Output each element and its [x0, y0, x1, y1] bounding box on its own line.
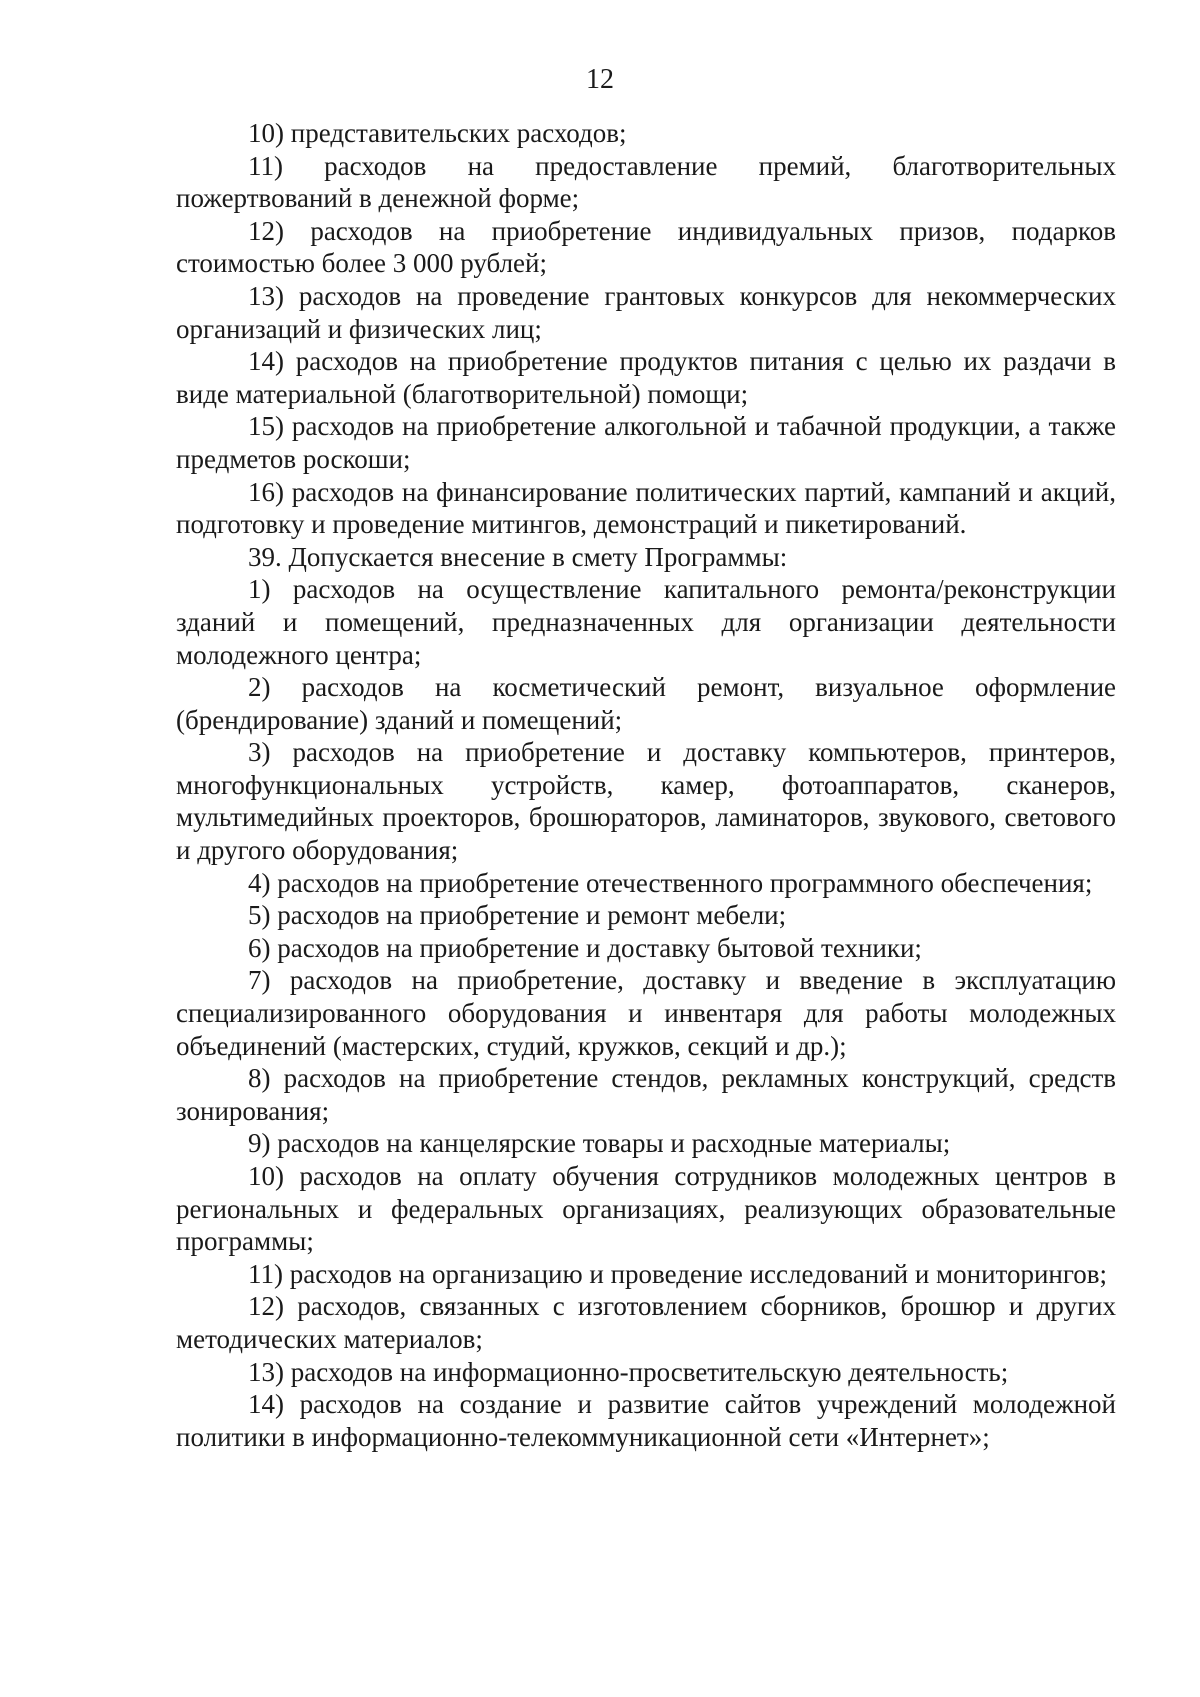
list-item: 1) расходов на осуществление капитального ремонта/реконструкции зданий и помещений, предназначенных для организации деятельности молодежного центра;: [176, 574, 1116, 670]
list-item: 11) расходов на предоставление премий, благотворительных пожертвований в денежной форме;: [176, 150, 1116, 214]
list-item: 14) расходов на приобретение продуктов питания с целью их раздачи в виде материальной (благотворительной) помощи;: [176, 346, 1116, 409]
document-body: [176, 117, 1116, 1453]
section-heading: 39. Допускается внесение в смету Программы:: [248, 541, 788, 572]
list-item: 2) расходов на косметический ремонт, визуальное оформление (брендирование) зданий и помещений;: [176, 672, 1116, 735]
list-item: 5) расходов на приобретение и ремонт мебели;: [248, 900, 787, 931]
list-item: 9) расходов на канцелярские товары и расходные материалы;: [248, 1128, 951, 1159]
list-item: 14) расходов на создание и развитие сайтов учреждений молодежной политики в информационно-телекоммуникационной сети «Интернет»;: [176, 1389, 1116, 1452]
list-item: 8) расходов на приобретение стендов, рекламных конструкций, средств зонирования;: [176, 1063, 1116, 1126]
list-item: 3) расходов на приобретение и доставку компьютеров, принтеров, многофункциональных устройств, камер, фотоаппаратов, сканеров, мультимедийных проекторов, брошюраторов, ламинаторов, звукового, светового и другого оборудования;: [176, 737, 1116, 866]
list-item: 4) расходов на приобретение отечественного программного обеспечения;: [248, 867, 1093, 898]
list-item: 13) расходов на проведение грантовых конкурсов для некоммерческих организаций и физических лиц;: [176, 280, 1116, 344]
list-item: 15) расходов на приобретение алкогольной и табачной продукции, а также предметов роскоши;: [176, 411, 1116, 474]
list-item: 13) расходов на информационно-просветительскую деятельность;: [248, 1356, 1009, 1387]
list-item: 10) представительских расходов;: [248, 118, 627, 148]
list-item: 16) расходов на финансирование политических партий, кампаний и акций, подготовку и проведение митингов, демонстраций и пикетирований.: [176, 476, 1116, 540]
list-item: 6) расходов на приобретение и доставку бытовой техники;: [248, 932, 922, 963]
list-item: 7) расходов на приобретение, доставку и введение в эксплуатацию специализированного оборудования и инвентаря для работы молодежных объединений (мастерских, студий, кружков, секций и др.);: [176, 965, 1116, 1061]
list-item: 12) расходов, связанных с изготовлением сборников, брошюр и других методических материалов;: [176, 1291, 1116, 1354]
list-item: 12) расходов на приобретение индивидуальных призов, подарков стоимостью более 3 000 рублей;: [176, 215, 1116, 279]
page-number: 12: [586, 64, 614, 95]
list-item: 10) расходов на оплату обучения сотрудников молодежных центров в региональных и федеральных организациях, реализующих образовательные программы;: [176, 1161, 1116, 1257]
list-item: 11) расходов на организацию и проведение исследований и мониторингов;: [248, 1258, 1108, 1289]
